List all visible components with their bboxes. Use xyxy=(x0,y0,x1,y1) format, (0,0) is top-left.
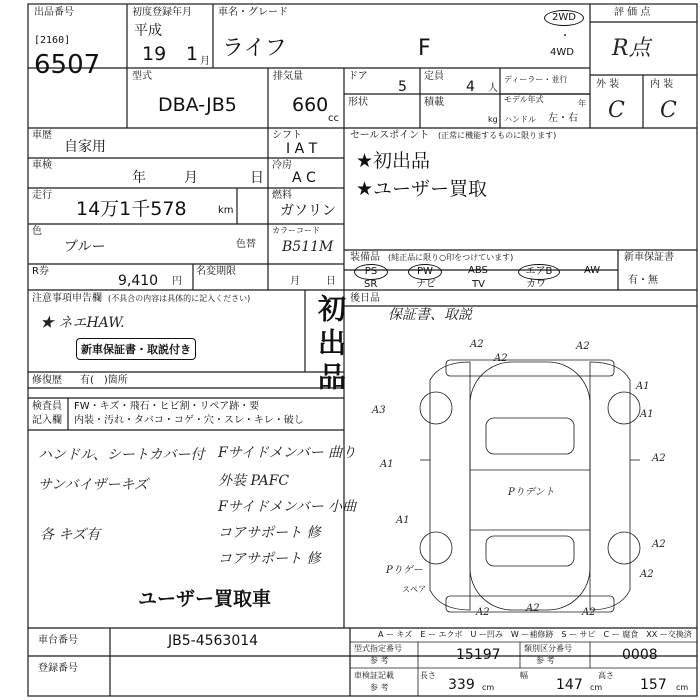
later-items-label: 後日品 xyxy=(350,293,380,304)
diag-label-14: A2 xyxy=(476,607,490,618)
interior-value: C xyxy=(660,98,677,123)
diag-label-6: A1 xyxy=(640,409,654,420)
hand-left-1: ハンドル、シートカバー付 xyxy=(38,447,205,463)
handle-label: ハンドル xyxy=(504,115,536,124)
displacement-label: 排気量 xyxy=(273,71,303,82)
interior-label: 内 装 xyxy=(650,79,674,90)
dealer-label: ディーラー・並行 xyxy=(504,75,568,84)
length-label: 長さ xyxy=(420,671,436,680)
notes-handwritten: ★ ネエHAW. xyxy=(40,315,125,331)
first-listing-stamp: 初出品 xyxy=(314,294,347,396)
category-value: 0008 xyxy=(622,647,658,663)
exterior-label: 外 装 xyxy=(596,79,620,90)
user-buy-title: ユーザー買取車 xyxy=(138,588,272,610)
diag-label-8: A2 xyxy=(652,453,666,464)
diag-label-4: A1 xyxy=(636,381,650,392)
mileage-value: 14万1千578 xyxy=(76,198,187,220)
equipment-note: (純正品に限り○印をつけています) xyxy=(388,253,514,262)
recycle-unit: 円 xyxy=(172,276,182,287)
inspector-row-2: 内装・汚れ・タバコ・コゲ・穴・スレ・キレ・破し xyxy=(74,415,304,426)
spare-label: スペア xyxy=(402,585,426,594)
model-year-label: モデル年式 xyxy=(504,95,544,104)
length-value: 339 xyxy=(448,677,475,693)
history-value: 自家用 xyxy=(64,139,106,155)
chassis-label: 車台番号 xyxy=(38,635,78,646)
diag-label-16: A2 xyxy=(582,607,596,618)
car-label: 車名・グレード xyxy=(218,7,288,18)
ac-label: 冷房 xyxy=(272,160,292,171)
equip-aw: AW xyxy=(584,265,601,276)
displacement-value: 660 xyxy=(292,94,329,116)
drive-sep: ・ xyxy=(560,31,570,42)
length-unit: cm xyxy=(482,683,495,692)
reg-label: 初度登録年月 xyxy=(132,7,192,18)
name-change-label: 名変期限 xyxy=(196,266,236,277)
reg-era: 平成 xyxy=(134,23,162,39)
equip-leather: カワ xyxy=(526,279,546,290)
chassis-value: JB5-4563014 xyxy=(168,633,259,649)
lot-number: 6507 xyxy=(34,50,101,80)
name-change-month: 月 xyxy=(290,276,300,287)
regno-label: 登録番号 xyxy=(38,663,78,674)
color-label: 色 xyxy=(32,226,42,237)
repair-label: 修復歴 xyxy=(32,375,62,386)
diag-label-2: A2 xyxy=(576,341,590,352)
equip-sr: SR xyxy=(364,279,378,290)
inspection-day: 日 xyxy=(250,170,264,186)
equip-pw: PW xyxy=(408,264,442,280)
hand-right-1: Fサイドメンバー 曲り xyxy=(218,445,357,461)
shift-label: シフト xyxy=(272,130,302,141)
mileage-label: 走行 xyxy=(32,190,52,201)
height-unit: cm xyxy=(676,683,689,692)
sales-label: セールスポイント xyxy=(350,130,430,141)
category-label: 類別区分番号 xyxy=(524,644,572,653)
inspector-row-1: FW・キズ・飛石・ヒビ割・リペア跡・要 xyxy=(74,401,260,412)
later-items-value: 保証書、取説 xyxy=(388,307,472,323)
notes-label: 注意事項申告欄 xyxy=(32,293,102,304)
capacity-value: 4 xyxy=(466,79,475,95)
equip-tv: TV xyxy=(472,279,485,290)
fuel-label: 燃料 xyxy=(272,190,292,201)
hand-right-5: コアサポート 修 xyxy=(218,551,321,567)
designation-value: 15197 xyxy=(456,647,501,663)
designation-sub: 参 考 xyxy=(370,656,389,665)
equip-ps: PS xyxy=(354,264,388,280)
equip-navi: ナビ xyxy=(416,279,436,290)
car-name: ライフ xyxy=(222,36,287,61)
sales-note: (正常に機能するものに限ります) xyxy=(438,131,557,140)
repair-value: 有( )箇所 xyxy=(80,375,128,386)
drive-4wd: 4WD xyxy=(550,47,574,58)
lot-label: 出品番号 xyxy=(34,7,74,18)
doors-label: ドア xyxy=(348,71,368,82)
category-sub: 参 考 xyxy=(536,656,555,665)
inspection-month: 月 xyxy=(184,170,198,186)
width-label: 幅 xyxy=(520,671,528,680)
designation-label: 型式指定番号 xyxy=(354,644,402,653)
sales-point-1: ★初出品 xyxy=(356,150,431,172)
recycle-label: R券 xyxy=(32,266,49,277)
recycle-value: 9,410 xyxy=(118,273,159,289)
shift-value: I A T xyxy=(286,141,318,157)
model-year-unit: 年 xyxy=(578,99,586,108)
diag-label-3: A2 xyxy=(494,353,508,364)
capacity-label: 定員 xyxy=(424,71,444,82)
reg-unit: 月 xyxy=(200,56,210,67)
equip-abs: ABS xyxy=(468,265,488,276)
color-code-label: カラーコード xyxy=(272,226,320,235)
capacity-unit: 人 xyxy=(488,83,498,94)
inspection-year: 年 xyxy=(132,170,146,186)
equipment-label: 装備品 xyxy=(350,252,380,263)
inspector-label-2: 記入欄 xyxy=(32,415,62,426)
fuel-value: ガソリン xyxy=(280,203,336,219)
exterior-value: C xyxy=(608,98,625,123)
hand-left-3: 各 キズ有 xyxy=(40,527,101,543)
color-code: B511M xyxy=(282,239,334,255)
diag-label-15: A2 xyxy=(526,603,540,614)
hand-right-2: 外装 PAFC xyxy=(218,473,290,489)
car-grade: F xyxy=(418,36,431,61)
reg-year: 19 xyxy=(142,43,167,65)
car-damage-diagram xyxy=(420,360,640,612)
sales-point-2: ★ユーザー買取 xyxy=(356,178,488,200)
height-label: 高さ xyxy=(598,671,614,680)
warranty-badge: 新車保証書・取説付き xyxy=(76,338,196,360)
color-value: ブルー xyxy=(64,239,106,255)
drive-2wd: 2WD xyxy=(544,10,584,26)
inspector-label-1: 検査員 xyxy=(32,401,62,412)
size-label: 車検証記載 xyxy=(354,671,394,680)
handle-value: 左・右 xyxy=(548,113,578,124)
notes-sub: (不具合の内容は具体的に記入ください) xyxy=(108,294,251,303)
load-label: 積載 xyxy=(424,97,444,108)
equip-airbag: エアB xyxy=(518,264,560,280)
doors-value: 5 xyxy=(398,79,407,95)
model-label: 型式 xyxy=(132,71,152,82)
load-unit: kg xyxy=(488,115,498,124)
ac-value: A C xyxy=(292,170,316,186)
diagram-legend: A ー キズ E ー エクボ U ー凹み W ー補修跡 S ー サビ C ー 腐食 XX ー交換済 xyxy=(378,630,692,639)
warranty-label: 新車保証書 xyxy=(624,252,674,263)
model-value: DBA-JB5 xyxy=(158,94,237,116)
diag-label-7: A1 xyxy=(380,459,394,470)
diag-label-13: A2 xyxy=(640,569,654,580)
warranty-value: 有・無 xyxy=(628,275,658,286)
diag-label-1: A2 xyxy=(470,339,484,350)
diag-label-11: Pりデント xyxy=(508,487,555,498)
hand-right-3: Fサイドメンバー 小曲 xyxy=(218,499,357,515)
width-value: 147 xyxy=(556,677,583,693)
color-change-label: 色替 xyxy=(236,239,256,250)
width-unit: cm xyxy=(590,683,603,692)
hand-right-4: コアサポート 修 xyxy=(218,525,321,541)
diag-label-10: A2 xyxy=(652,539,666,550)
diag-label-12: Pりゲー xyxy=(386,565,423,576)
inspection-label: 車検 xyxy=(32,160,52,171)
diag-label-5: A3 xyxy=(372,405,386,416)
size-sub: 参 考 xyxy=(370,683,389,692)
diag-label-9: A1 xyxy=(396,515,410,526)
mileage-unit: km xyxy=(218,205,234,216)
shape-label: 形状 xyxy=(348,97,368,108)
history-label: 車歴 xyxy=(32,130,52,141)
name-change-day: 日 xyxy=(326,276,336,287)
hand-left-2: サンバイザーキズ xyxy=(38,477,149,493)
reg-month: 1 xyxy=(186,43,199,65)
displacement-unit: cc xyxy=(328,113,339,124)
score-label: 評 価 点 xyxy=(614,7,651,18)
lot-code: [2160] xyxy=(34,35,71,46)
height-value: 157 xyxy=(640,677,667,693)
score-value: R点 xyxy=(612,36,651,61)
